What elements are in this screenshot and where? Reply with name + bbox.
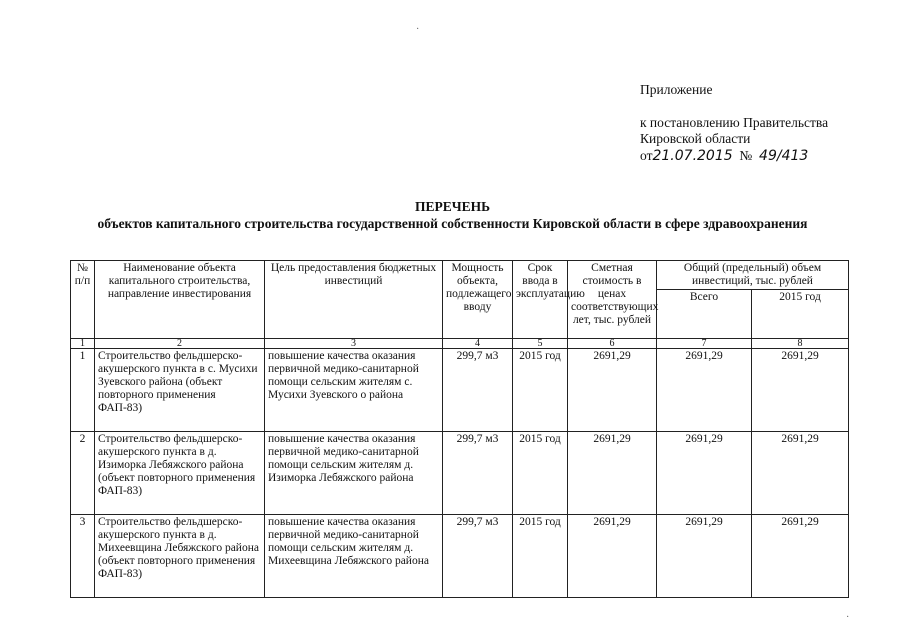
col-number: 7 — [657, 339, 752, 349]
header-term: Срок ввода в эксплуатацию — [513, 261, 568, 339]
col-number: 2 — [95, 339, 265, 349]
header-capacity: Мощность объекта, подлежащего вводу — [443, 261, 513, 339]
col-number: 4 — [443, 339, 513, 349]
number-label: № — [739, 148, 753, 163]
row-num: 2 — [71, 432, 95, 515]
row-purpose: повышение качества оказания первичной медико-санитарной помощи сельским жителям д. Изиморка Лебяжского района — [265, 432, 443, 515]
row-name: Строительство фельдшерско-акушерского пункта в с. Мусихи Зуевского района (объект повторного применения ФАП-83) — [95, 349, 265, 432]
row-term: 2015 год — [513, 515, 568, 598]
header-name: Наименование объекта капитального строительства, направление инвестирования — [95, 261, 265, 339]
appendix-line-2: Кировской области — [640, 131, 751, 146]
col-number: 3 — [265, 339, 443, 349]
investment-table — [70, 260, 849, 598]
document-title: ПЕРЕЧЕНЬ — [414, 199, 491, 214]
row-total: 2691,29 — [657, 432, 752, 515]
table-row — [71, 432, 849, 515]
row-capacity: 299,7 м3 — [443, 432, 513, 515]
handwritten-date: 21.07.2015 — [652, 148, 733, 164]
handwritten-number: 49/413 — [759, 148, 809, 164]
col-number: 6 — [568, 339, 657, 349]
row-name: Строительство фельдшерско-акушерского пункта в д. Изиморка Лебяжского района (объект повторного применения ФАП-83) — [95, 432, 265, 515]
col-number: 5 — [513, 339, 568, 349]
scan-speck: · — [846, 612, 850, 623]
header-cost: Сметная стоимость в ценах соответствующих лет, тыс. рублей — [568, 261, 657, 339]
row-cost: 2691,29 — [568, 432, 657, 515]
row-cost: 2691,29 — [568, 349, 657, 432]
col-number: 1 — [71, 339, 95, 349]
appendix-line-1: к постановлению Правительства — [640, 115, 829, 130]
appendix-title: Приложение — [640, 82, 713, 97]
table-row — [71, 515, 849, 598]
row-total: 2691,29 — [657, 515, 752, 598]
row-total: 2691,29 — [657, 349, 752, 432]
row-2015: 2691,29 — [752, 349, 849, 432]
row-capacity: 299,7 м3 — [443, 349, 513, 432]
row-term: 2015 год — [513, 349, 568, 432]
appendix-date-line — [640, 148, 808, 164]
row-cost: 2691,29 — [568, 515, 657, 598]
row-name: Строительство фельдшерско-акушерского пункта в д. Михеевщина Лебяжского района (объект повторного применения ФАП-83) — [95, 515, 265, 598]
row-purpose: повышение качества оказания первичной медико-санитарной помощи сельским жителям с. Мусихи Зуевского о района — [265, 349, 443, 432]
header-total-group: Общий (предельный) объем инвестиций, тыс. рублей — [657, 261, 849, 290]
header-total-all: Всего — [657, 290, 752, 339]
header-total-2015: 2015 год — [752, 290, 849, 339]
row-2015: 2691,29 — [752, 432, 849, 515]
row-num: 3 — [71, 515, 95, 598]
row-term: 2015 год — [513, 432, 568, 515]
row-2015: 2691,29 — [752, 515, 849, 598]
column-numbers-row — [71, 339, 849, 349]
document-subtitle: объектов капитального строительства государственной собственности Кировской области в сфере здравоохранения — [97, 216, 808, 231]
table-row — [71, 349, 849, 432]
header-row — [71, 261, 849, 290]
row-capacity: 299,7 м3 — [443, 515, 513, 598]
row-num: 1 — [71, 349, 95, 432]
header-purpose: Цель предоставления бюджетных инвестиций — [265, 261, 443, 339]
scan-speck: · — [416, 24, 420, 35]
header-num: № п/п — [71, 261, 95, 339]
col-number: 8 — [752, 339, 849, 349]
date-prefix: от — [640, 148, 653, 163]
row-purpose: повышение качества оказания первичной медико-санитарной помощи сельским жителям д. Михеевщина Лебяжского района — [265, 515, 443, 598]
